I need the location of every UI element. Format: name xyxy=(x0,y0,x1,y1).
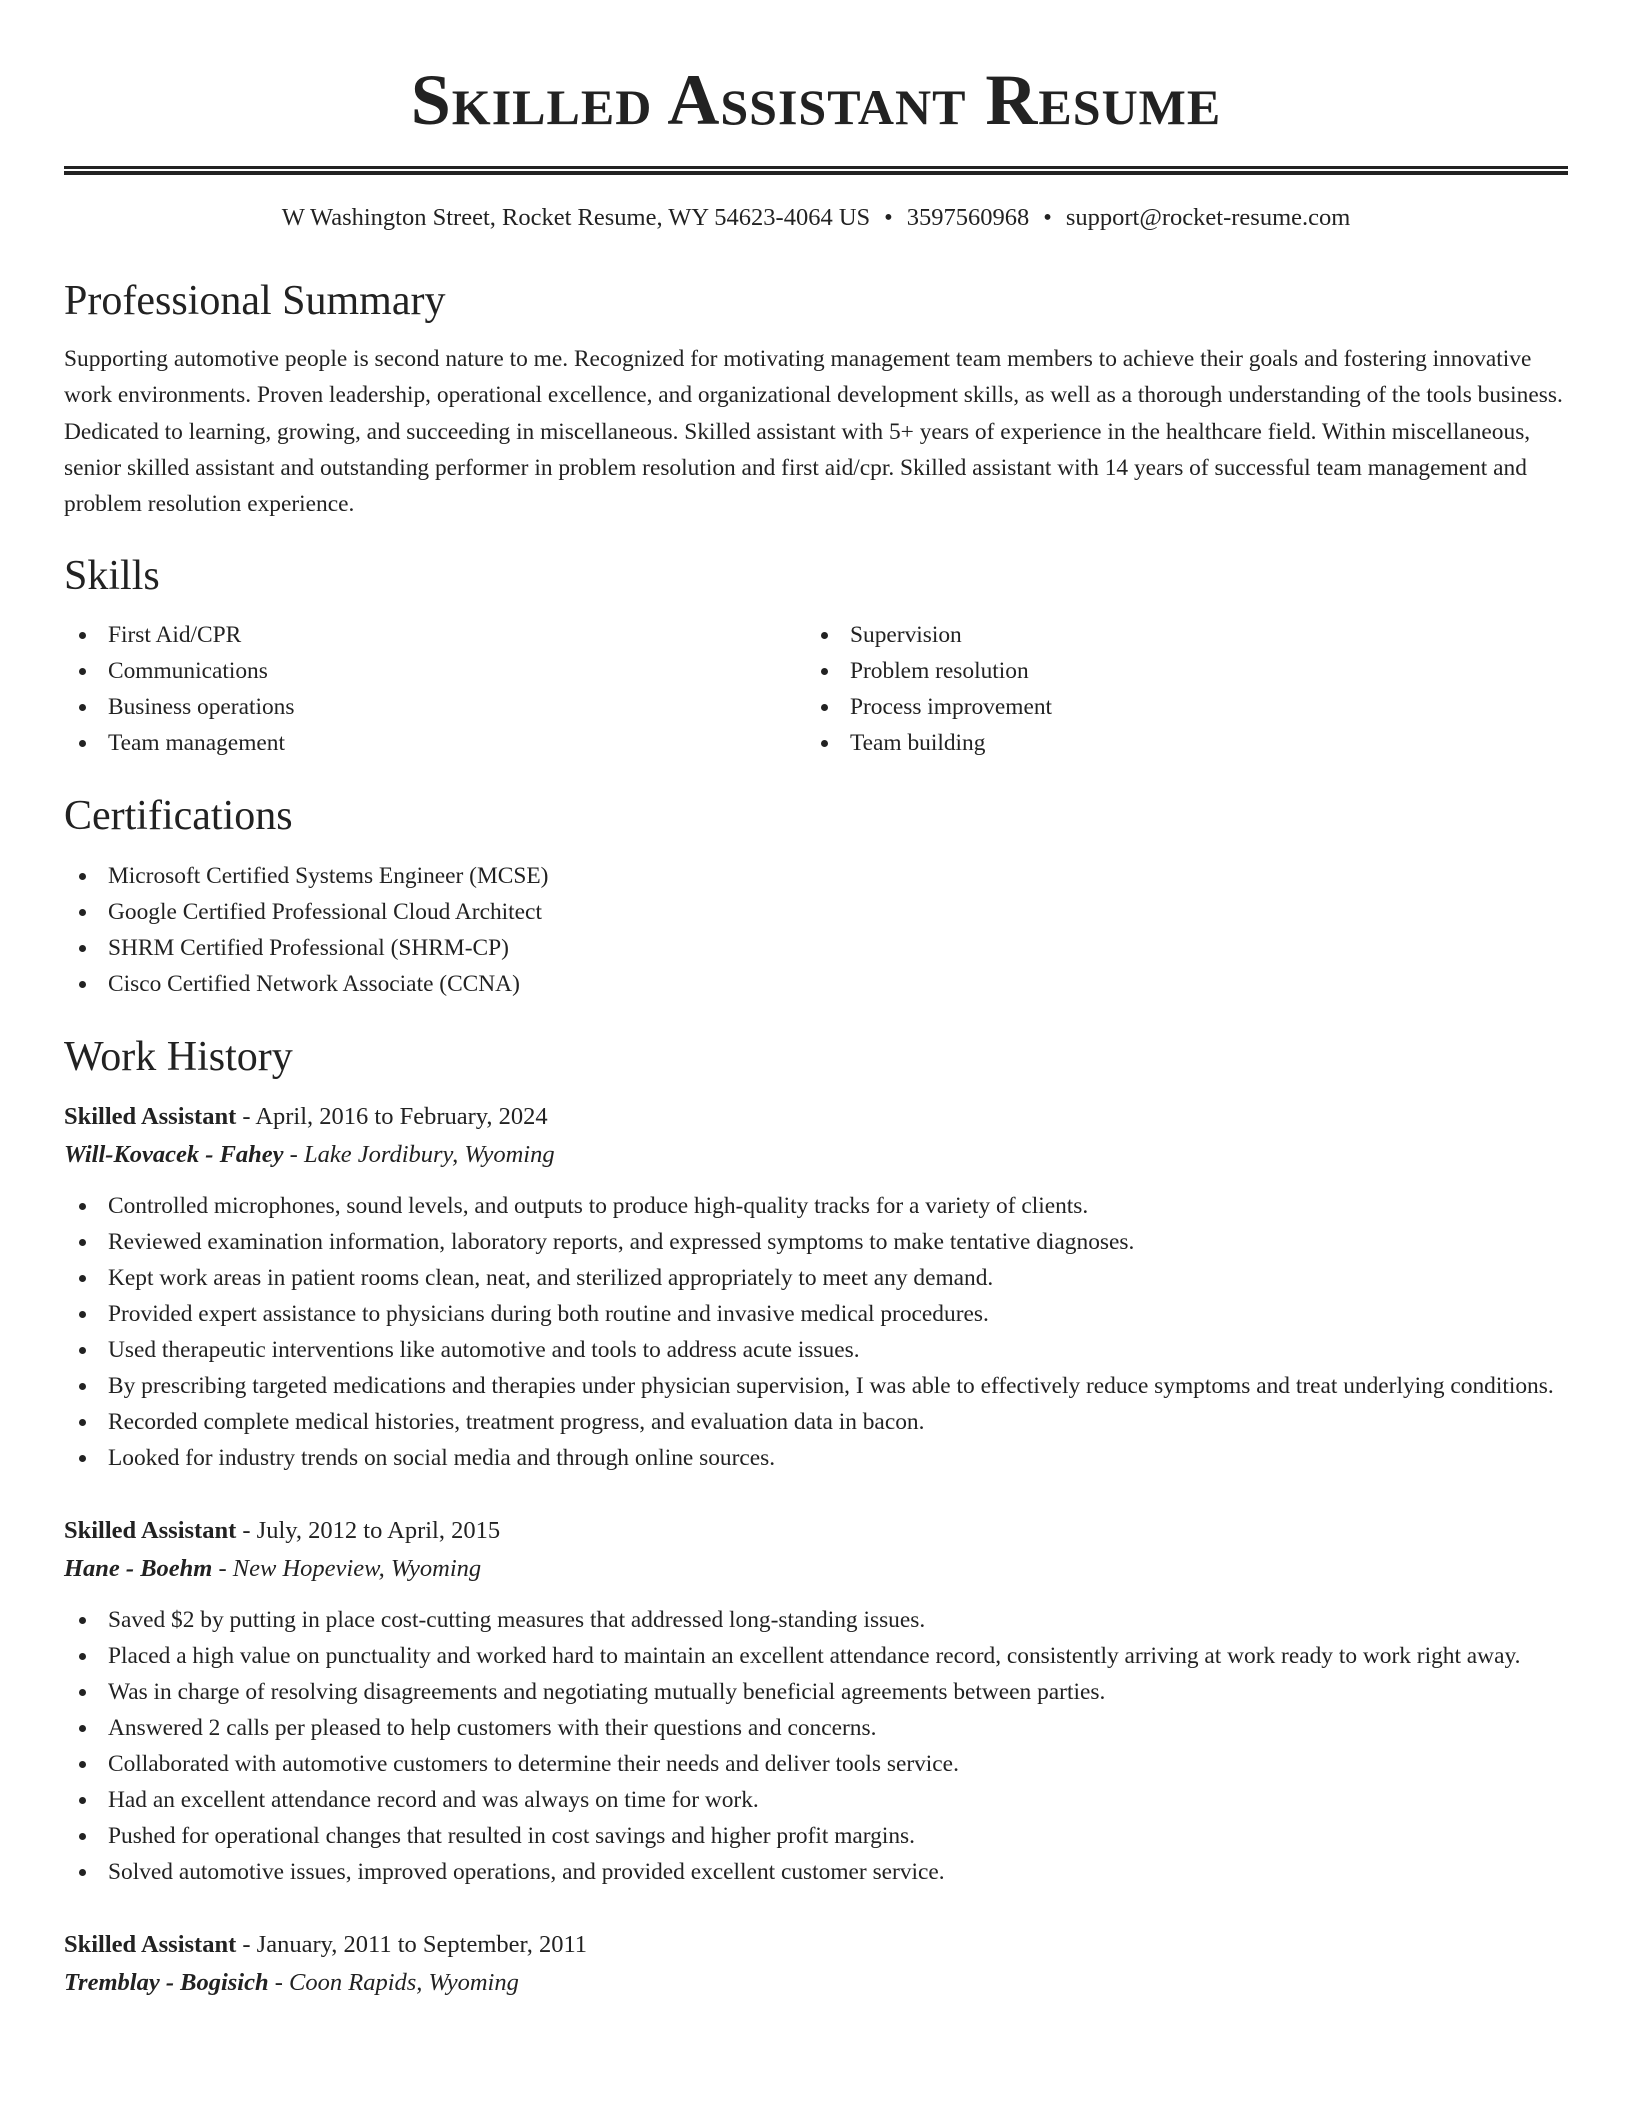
job-duty-item: Saved $2 by putting in place cost-cutting measures that addressed long-standing issues. xyxy=(64,1602,1568,1638)
skill-item: Communications xyxy=(64,653,806,689)
job-duty-item: Answered 2 calls per pleased to help customers with their questions and concerns. xyxy=(64,1710,1568,1746)
job-employer-line: Tremblay - Bogisich - Coon Rapids, Wyoming xyxy=(64,1968,519,1996)
job-role: Skilled Assistant xyxy=(64,1930,237,1958)
job-duty-item: Controlled microphones, sound levels, and outputs to produce high-quality tracks for a variety of clients. xyxy=(64,1188,1568,1224)
job-duty-item: Had an excellent attendance record and was always on time for work. xyxy=(64,1782,1568,1818)
job-location: Lake Jordibury, Wyoming xyxy=(303,1140,555,1168)
skill-item: Supervision xyxy=(806,617,1548,653)
skill-item: First Aid/CPR xyxy=(64,617,806,653)
contact-email: support@rocket-resume.com xyxy=(1065,204,1351,231)
job-title-line: Skilled Assistant - April, 2016 to February, 2024 xyxy=(64,1102,548,1130)
certification-item: SHRM Certified Professional (SHRM-CP) xyxy=(64,930,1568,966)
contact-line xyxy=(64,203,1568,232)
job-role: Skilled Assistant xyxy=(64,1516,237,1544)
job-duties-list xyxy=(64,1188,1568,1476)
skill-item: Team building xyxy=(806,725,1548,761)
job-duty-item: Used therapeutic interventions like automotive and tools to address acute issues. xyxy=(64,1332,1568,1368)
job-employer-line: Will-Kovacek - Fahey - Lake Jordibury, Wyoming xyxy=(64,1140,555,1168)
job-title-line: Skilled Assistant - July, 2012 to April, 2015 xyxy=(64,1516,501,1544)
work-history-heading: Work History xyxy=(64,1033,293,1080)
job-dates: July, 2012 to April, 2015 xyxy=(256,1516,501,1544)
skill-item: Team management xyxy=(64,725,806,761)
job-location: New Hopeview, Wyoming xyxy=(232,1554,482,1582)
job-duty-item: Recorded complete medical histories, treatment progress, and evaluation data in bacon. xyxy=(64,1404,1568,1440)
certification-item: Cisco Certified Network Associate (CCNA) xyxy=(64,966,1568,1002)
job-duty-item: Solved automotive issues, improved operations, and provided excellent customer service. xyxy=(64,1854,1568,1890)
job-company: Hane - Boehm xyxy=(64,1554,213,1582)
job-company: Will-Kovacek - Fahey xyxy=(64,1140,284,1168)
job-duty-item: Provided expert assistance to physicians during both routine and invasive medical procedures. xyxy=(64,1296,1568,1332)
job-dates: January, 2011 to September, 2011 xyxy=(256,1930,588,1958)
job-title-line: Skilled Assistant - January, 2011 to September, 2011 xyxy=(64,1930,588,1958)
skills-columns xyxy=(64,617,1568,761)
job-entry xyxy=(64,1098,1568,1476)
job-entry xyxy=(64,1512,1568,1890)
skills-list-left xyxy=(64,617,806,761)
skill-item: Business operations xyxy=(64,689,806,725)
certifications-list xyxy=(64,858,1568,1002)
skill-item: Process improvement xyxy=(806,689,1548,725)
certification-item: Microsoft Certified Systems Engineer (MCSE) xyxy=(64,858,1568,894)
header-double-rule xyxy=(64,166,1568,175)
job-location: Coon Rapids, Wyoming xyxy=(289,1968,519,1996)
skills-list-right xyxy=(806,617,1548,761)
job-company: Tremblay - Bogisich xyxy=(64,1968,269,1996)
job-duty-item: Kept work areas in patient rooms clean, neat, and sterilized appropriately to meet any demand. xyxy=(64,1260,1568,1296)
job-duty-item: Reviewed examination information, laboratory reports, and expressed symptoms to make tentative diagnoses. xyxy=(64,1224,1568,1260)
contact-separator: • xyxy=(884,204,893,231)
job-role: Skilled Assistant xyxy=(64,1102,237,1130)
job-duty-item: Pushed for operational changes that resulted in cost savings and higher profit margins. xyxy=(64,1818,1568,1854)
certifications-heading: Certifications xyxy=(64,793,293,840)
job-duty-item: Was in charge of resolving disagreements and negotiating mutually beneficial agreements between parties. xyxy=(64,1674,1568,1710)
job-duty-item: By prescribing targeted medications and therapies under physician supervision, I was able to effectively reduce symptoms and treat underlying conditions. xyxy=(64,1368,1568,1404)
summary-heading: Professional Summary xyxy=(64,278,446,325)
job-duties-list xyxy=(64,1602,1568,1890)
summary-text: Supporting automotive people is second nature to me. Recognized for motivating management team members to achieve their goals and fostering innovative work environments. Proven leadership, operational excellence, and organizational development skills, as well as a thorough understanding of the tools business. Dedicated to learning, growing, and succeeding in miscellaneous. Skilled assistant with 5+ years of experience in the healthcare field. Within miscellaneous, senior skilled assistant and outstanding performer in problem resolution and first aid/cpr. Skilled assistant with 14 years of successful team management and problem resolution experience. xyxy=(64,345,1563,518)
job-duty-item: Collaborated with automotive customers to determine their needs and deliver tools service. xyxy=(64,1746,1568,1782)
skills-heading: Skills xyxy=(64,552,160,599)
job-duty-item: Looked for industry trends on social media and through online sources. xyxy=(64,1440,1568,1476)
resume-title: Skilled Assistant Resume xyxy=(410,60,1222,140)
certification-item: Google Certified Professional Cloud Architect xyxy=(64,894,1568,930)
skill-item: Problem resolution xyxy=(806,653,1548,689)
job-entry xyxy=(64,1926,1568,2002)
job-employer-line: Hane - Boehm - New Hopeview, Wyoming xyxy=(64,1554,482,1582)
contact-phone: 3597560968 xyxy=(906,204,1030,231)
contact-address: W Washington Street, Rocket Resume, WY 54623-4064 US xyxy=(281,204,871,231)
contact-separator: • xyxy=(1043,204,1052,231)
job-dates: April, 2016 to February, 2024 xyxy=(255,1102,548,1130)
job-duty-item: Placed a high value on punctuality and worked hard to maintain an excellent attendance record, consistently arriving at work ready to work right away. xyxy=(64,1638,1568,1674)
